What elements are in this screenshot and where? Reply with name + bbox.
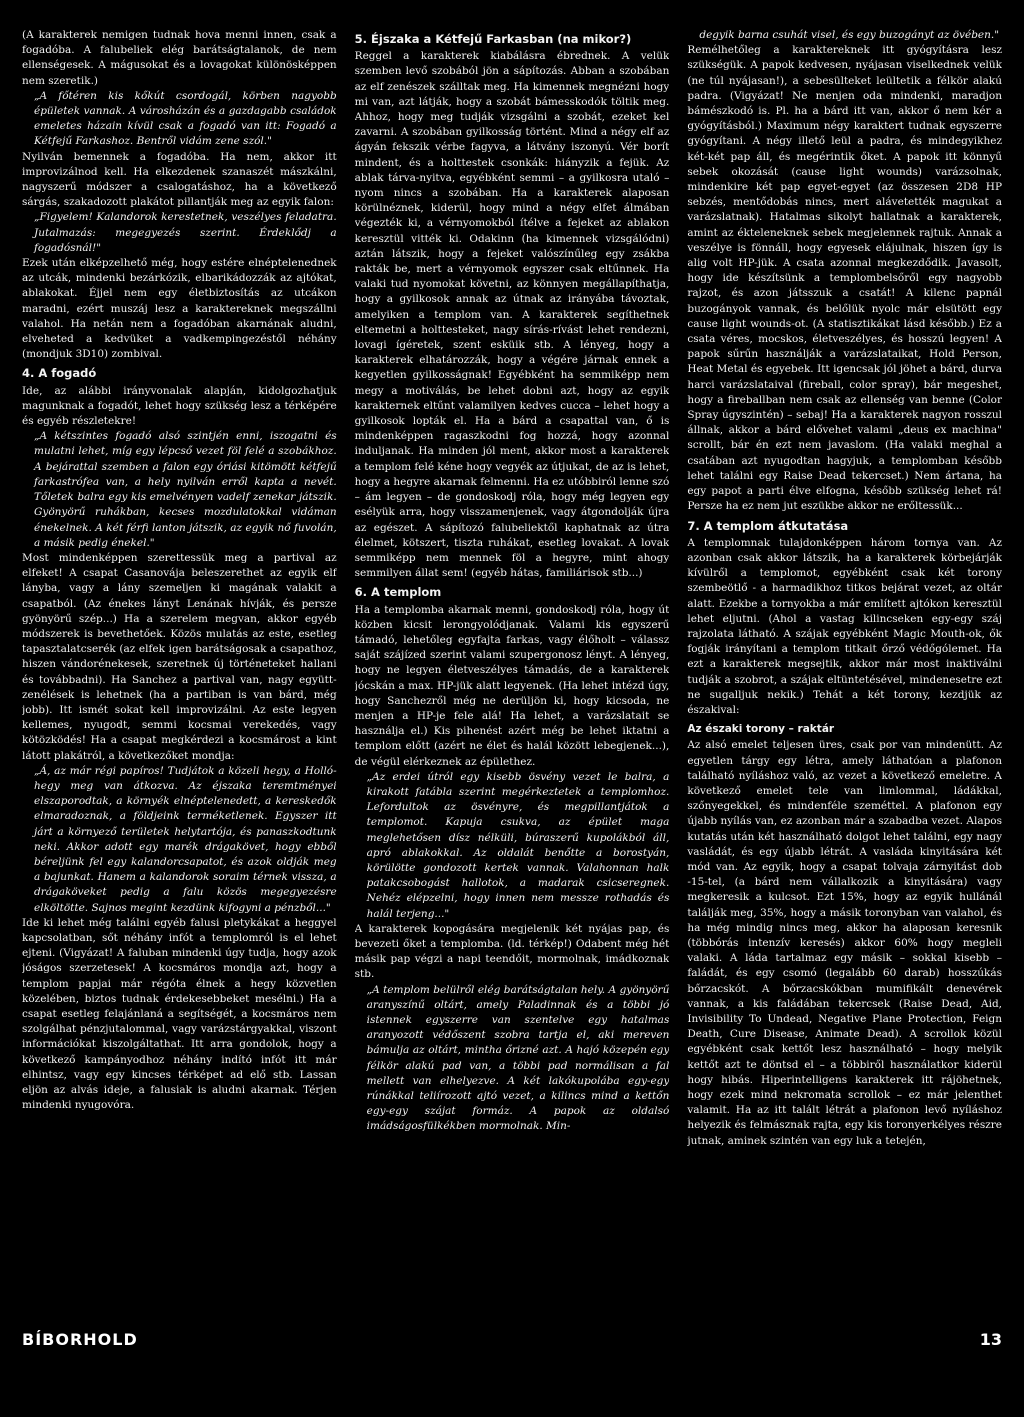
read-aloud-text: „A főtéren kis kőkút csordogál, körben nagyobb épületek vannak. A városházán és a gazdagabb családok emeletes házain kívül csak a fogadó van itt: Fogadó a Kétfejű Farkashoz. Bentről vidám zene szól." (34, 89, 337, 148)
section-heading: 4. A fogadó (22, 366, 97, 381)
body-paragraph: Nyilván bemennek a fogadóba. Ha nem, akkor itt improvizálnod kell. Ha elkezdenek szanaszét mászkálni, nagyszerű módszer a csalogatáshoz, ha a következő sárgás, szakadozott plakátot pillantják meg az egyik falon: (22, 150, 337, 209)
subsection-heading: Az északi torony – raktár (687, 723, 835, 736)
column-right (687, 28, 1002, 1290)
magazine-title: BÍBORHOLD (22, 1330, 138, 1349)
body-paragraph: Ide, az alábbi irányvonalak alapján, kidolgozhatjuk magunknak a fogadót, lehet hogy szükség lesz a térképére és egyéb részletekre! (22, 384, 337, 428)
body-paragraph: Most mindenképpen szerettessük meg a partival az elfeket! A csapat Casanovája beleszerethet az egyik elf lányba, vagy a lány szemeljen ki magának valakit a csapatból. (Az énekes lányt Lenának hívják, és persze gyönyörű szép...) Ha a szerelem megvan, akkor egyéb módszerek is bevethetőek. Közös mulatás az este, esetleg tapasztalatcserék (az elfek igen barátságosak a csapathoz, hiszen vándorénekesek, szeretnek új történeteket hallani és továbbadni). Ha Sanchez a partival van, nagy együtt-zenélések is lehetnek (ha a partiban is van bárd, még jobb). Itt ismét sokat kell improvizálni. Az este legyen kellemes, nyugodt, semmi kocsmai verekedés, vagy kötözködés! Ha a csapat megkérdezi a kocsmárost a kint látott plakátról, a következőket mondja: (22, 551, 337, 762)
body-paragraph: A templomnak tulajdonképpen három tornya van. Az azonban csak akkor látszik, ha a karakterek körbejárják kívülről a templomot, egyébként csak két torony szembeötlő - a harmadikhoz titkos bejárat vezet, az oltár alatt. Ezekbe a tornyokba a már említett ajtókon keresztül lehet eljutni. (Ahol a vastag kilincseken egy-egy száj rajzolata látható. A szájak egyébként Magic Mouth-ok, ők fogják irányítani a templom titkait őrző védőgólemet. Ha ezt a karakterek megsejtik, akkor már most inaktiválni tudják a szobrot, a szájak eltüntetésével, mindenesetre ezt ne sugalljuk nekik.) Tehát a két torony, kezdjük az északival: (687, 536, 1002, 716)
body-paragraph: Az alsó emelet teljesen üres, csak por van mindenütt. Az egyetlen tárgy egy létra, amely láthatóan a plafonon található nyíláshoz való, az vezet a következő emeletre. A következő emelet tele van limlommal, ládákkal, szőnyegekkel, és mindenféle szeméttel. A plafonon egy újabb nyílás van, ez azonban már a szabadba vezet. Alapos kutatás után két használható dolgot lehet találni, egy nagy vasládát, és egy újabb létrát. A vasláda kinyitására két mód van. Az egyik, hogy a csapat tolvaja zárnyitást dob -15-tel, (a bárd nem vállalkozik a kinyitására) vagy megkeresik a kulcsot. Ezt 15%, hogy az egyik hullánál találják meg, 35%, hogy a másik toronyban van valahol, és ha még mindig nincs meg, akkor ha alaposan keresnik (többórás intenzív keresés) akkor 60% hogy megleli valaki. A láda tartalmaz egy másik – sokkal kisebb – faládát, és egy csomó (legalább 60 darab) hosszúkás bőrzacskót. A bőrzacskókban mumifikált denevérek vannak, a kis faládában tekercsek (Raise Dead, Aid, Invisibility To Undead, Negative Plane Protection, Feign Death, Cure Disease, Animate Dead). A scrollok közül egyébként csak kettőt lesz használható – hogy melyik kettőt azt te döntsd el – a többiről használatkor kiderül hogy hibás. Hiperintelligens karakterek itt rájöhetnek, hogy ezek mind nekromata scrollok – ez már jelenthet valamit. Ha az itt talált létrát a plafonon levő nyíláshoz helyezik és felmásznak rajta, egy kis toronyerkélyes részre jutnak, aminek szintén van egy luk a tetején, (687, 739, 1002, 1147)
section-heading: 6. A templom (354, 585, 442, 600)
body-paragraph: Reggel a karakterek kiabálásra ébrednek. A velük szemben levő szobából jön a sápítozás. Abban a szobában az elf zenészek szálltak meg. Ha kimennek megnézni hogy mi van, azt látják, hogy a szobát bámesskodók töltik meg. Ahhoz, hogy meg tudják vizsgálni a szobát, ezeket kel zavarni. A szobában gyilkosság történt. Mind a négy elf az ágyán fekszik vérbe fagyva, a látvány iszonyú. Vér borít mindent, és a holttestek csonkák: hiányzik a fejük. Az ablak tárva-nyitva, egyébként semmi – a gyilkosra utaló – nyom nincs a szobában. Ha a karakterek alaposan körülnéznek, kiderül, hogy mind a négy elfet álmában végezték ki, a vérnyomokból ítélve a fejeket az ablakon keresztül vitték ki. Odakinn (ha kimennek vizsgálódni) aztán látszik, hogy a fejeket valószínűleg egy zsákba rakták be, mert a vérnyomok egyszer csak eltűnnek. Ha valaki tud nyomokat követni, az könnyen megállapíthatja, hogy a gyilkosok annak az útnak az irányába távoztak, amelyiken a templom van. A karakterek segíthetnek eltemetni a holttesteket, nagy sírás-rívást lehet rendezni, lovagi ígéretek, szent esküik stb. A lényeg, hogy a karakterek elhatározzák, hogy a végére járnak ennek a kegyetlen gyilkosságnak! Egyébként ha semmiképp nem megy a motiválás, be lehet dobni azt, hogy az egyik karakternek eltűnt valamilyen kedves cucca – lehet hogy a gyilkosok lopták el. Ha a bárd a csapattal van, ő is mindenképpen ragaszkodni fog hozzá, hogy azonnal induljanak. Ha minden jól ment, akkor most a karakterek a templom felé kéne hogy vegyék az útjukat, de az is lehet, hogy a hegyre akarnak felmenni. Ha ez utóbbiról lenne szó – ám legyen – de gondoskodj róla, hogy még legyen egy esélyük arra, hogy visszamenjenek, vagy átgondolják újra az egészet. A sápítozó falubeliektől kaphatnak az útra élelmet, kötszert, tiszta ruhákat, esetleg lovakat. A lovak semmiképp nem mennek föl a hegyre, mint ahogy semmilyen állat sem! (egyéb hátas, familiárisok stb...) (354, 50, 670, 580)
section-heading: 7. A templom átkutatása (687, 518, 849, 533)
column-middle (355, 28, 670, 1290)
text-columns (22, 28, 1002, 1290)
body-paragraph: A karakterek kopogására megjelenik két nyájas pap, és bevezeti őket a templomba. (ld. térkép!) Odabent még hét másik pap végzi a napi teendőit, mormolnak, imádkoznak stb. (354, 922, 670, 981)
page-number: 13 (979, 1330, 1002, 1349)
column-left (22, 28, 337, 1290)
body-paragraph: Ide ki lehet még találni egyéb falusi pletykákat a heggyel kapcsolatban, sőt néhány infót a templomról is el lehet ejteni. (Vigyázat! A faluban mindenki úgy tudja, hogy azok jóságos szerzetesek! A kocsmáros mondja azt, hogy a templom papjai már régóta élnek a hegy közvetlen közelében, biztos tudnak érdekesebbeket mesélni.) Ha a csapat esetleg felajánlaná a segítségét, a kocsmáros nem szolgálhat pénzjutalommal, vagy varázstárgyakkal, viszont információkat kiszolgáltathat. Itt arra gondolok, hogy a következő kampányodhoz néhány indító infót itt már elhintsz, vagy egy kincses térképet ad elő stb. Lassan eljön az alvás ideje, a falusiak is aludni akarnak. Térjen mindenki nyugovóra. (22, 916, 337, 1112)
read-aloud-text: „A templom belülről elég barátságtalan hely. A gyönyörű aranyszínű oltárt, amely Paladinnak és a többi jó istennek egyszerre van szentelve egy hatalmas aranyozott védőszent szobra tartja el, aki mereven bámulja az oltárt, mintha őrizné azt. A hajó közepén egy félkör alakú pad van, a többi pad normálisan a fal mellett van elhelyezve. A két lakókupolába egy-egy rúnákkal teliírozott ajtó vezet, a kilincs mind a kettőn egy-egy szájat formáz. A papok az oldalsó imádságosfülkékben mormolnak. Min- (366, 983, 670, 1133)
body-paragraph: (A karakterek nemigen tudnak hova menni innen, csak a fogadóba. A falubeliek elég barátságtalanok, de nem ellenségesek. A mágusokat és a lovagokat különösképpen nem szeretik.) (22, 29, 337, 87)
read-aloud-text: degyik barna csuhát visel, és egy buzogányt az övében." (699, 29, 1000, 41)
body-paragraph: Ezek után elképzelhető még, hogy estére elnéptelenednek az utcák, mindenki bezárkózik, elbarikádozzák az ajtókat, ablakokat. Éjjel nem egy életbiztosítás az utcákon maradni, ezért muszáj lesz a karaktereknek megszállni valahol. Ha netán nem a fogadóban akarnának aludni, elveheted a kedvüket a vadkempingezéstől néhány (mondjuk 3D10) zombival. (22, 257, 337, 361)
read-aloud-text: „Á, az már régi papíros! Tudjátok a közeli hegy, a Holló-hegy meg van átkozva. Az éjszaka teremtményei elszaporodtak, a környék elnéptelenedett, a kereskedők elmaradoznak, a földjeink terméketlenek. Egyszer itt járt a környező területek helytartója, és panaszkodtunk neki. Akkor adott egy marék drágakövet, hogy ebből béreljünk fel egy kalandorcsapatot, és azok oldják meg a bajunkat. Hanem a kalandorok soraim térnek vissza, a drágaköveket pedig a falu közös megegyezésre elköltötte. Sajnos megint kezdünk kifogyni a pénzből..." (34, 764, 337, 914)
read-aloud-text: „Figyelem! Kalandorok kerestetnek, veszélyes feladatra. Jutalmazás: megegyezés szerint. Érdeklődj a fogadósnál!" (34, 211, 337, 254)
section-heading: 5. Éjszaka a Kétfejű Farkasban (na mikor?) (354, 32, 632, 46)
read-aloud-text: „A kétszintes fogadó alsó szintjén enni, iszogatni és mulatni lehet, míg egy lépcső vezet föl felé a szobákhoz. A bejárattal szemben a falon egy óriási kitömött kétfejű farkastrófea van, a hely nyilván erről kapta a nevét. Tőletek balra egy kis emelvényen vadelf zenekar játszik. Gyönyörű ruhákban, kecses mozdulatokkal vidáman énekelnek. A két férfi lanton játszik, az egyik nő fuvolán, a másik pedig énekel." (34, 430, 337, 549)
body-paragraph: Remélhetőleg a karaktereknek itt gyógyításra lesz szükségük. A papok kedvesen, nyájasan viselkednek velük (ne túl nyájasan!), a sebesülteket leültetik a félkör alakú padra. (Vigyázat! Ne menjen oda mindenki, maradjon bámészkodó is. Pl. ha a bárd itt van, akkor ő nem kér a gyógyításból.) Maximum négy karaktert tudnak egyszerre gyógyítani. A négy illető leül a padra, és mindegyikhez két-két pap áll, és megérintik őket. A papok itt könnyű sebek okozását (cause light wounds) varázsolnak, mindenkire két pap egyet-egyet (az összesen 2D8 HP sebzés, mentődobás nincs, mert alávetették magukat a varázslatnak). Hatalmas sikolyt hallatnak a karakterek, amint az ékteleneknek sebek megjelennek rajtuk. Annak a veszélye is fönnáll, hogy egyesek elájulnak, hiszen így is alig volt HP-jük. A csata azonnal megkezdődik. Javasolt, hogy ide készítsünk a templombelsőről egy nagyobb rajzot, és azon játsszuk a csatát! A kilenc papnál buzogányok vannak, és belőlük nyolc már elsütött egy cause light wounds-ot. (A statisztikákat lásd később.) Ez a csata véres, mocskos, életveszélyes, és hosszú legyen! A papok sűrűn használják a varázslataikat, Hold Person, Heat Metal és egyebek. Itt igencsak jól jöhet a bárd, durva harci varázslataival (fireball, color spray), bár megeshet, hogy a fireballban nem csak az ellenség van benne (Color Spray úgyszintén) – sebaj! Ha a karakterek nagyon rosszul állnak, akkor a bárd elővehet valami „deus ex machina" scrollt, bár én ezt nem javaslom. (Ha valaki meghal a csatában azt nyugodtan hagyjuk, a templomban később lehet találni egy Raise Dead tekercset.) Nem ártana, ha egy papot a parti élve elfogna, később szükség lehet rá! Persze ha ez nem jut eszükbe akkor ne erőltessük... (687, 44, 1002, 513)
page-footer (22, 1330, 1002, 1349)
read-aloud-text: „Az erdei útról egy kisebb ösvény vezet le balra, a kirakott fatábla szerint megérkeztetek a templomhoz. Lefordultok az ösvényre, és megpillantjátok a templomot. Kapuja csukva, az épület maga meglehetősen dísz nélküli, búraszerű kupolákból áll, apró ablakokkal. Az oldalát benőtte a borostyán, körülötte gondozott kertek vannak. Valahonnan halk patakcsobogást hallotok, a madarak csicseregnek. Nehéz elépzelni, hogy innen nem messze rothadás és halál terjeng..." (366, 770, 670, 920)
body-paragraph: Ha a templomba akarnak menni, gondoskodj róla, hogy út közben kicsit lerongyolódjanak. Valami kis egyszerű támadó, lehetőleg egyfajta farkas, vagy élőholt – válassz saját szájízed szerint valami szupergonosz lényt. A lényeg, hogy ne legyen életveszélyes támadás, de a karakterek jócskán a max. HP-jük alatt legyenek. (Ha lehet intézd úgy, hogy Sanchezről még ne derüljön ki, hogy kicsoda, ne menjen a HP-je fele alá! Ha lehet, a varázslatait se használja el.) Kis pihenést azért még be lehet iktatni a templom előtt (azért ne élet és halál között lebegjenek...), de végül elérkeznek az épülethez. (354, 603, 670, 768)
